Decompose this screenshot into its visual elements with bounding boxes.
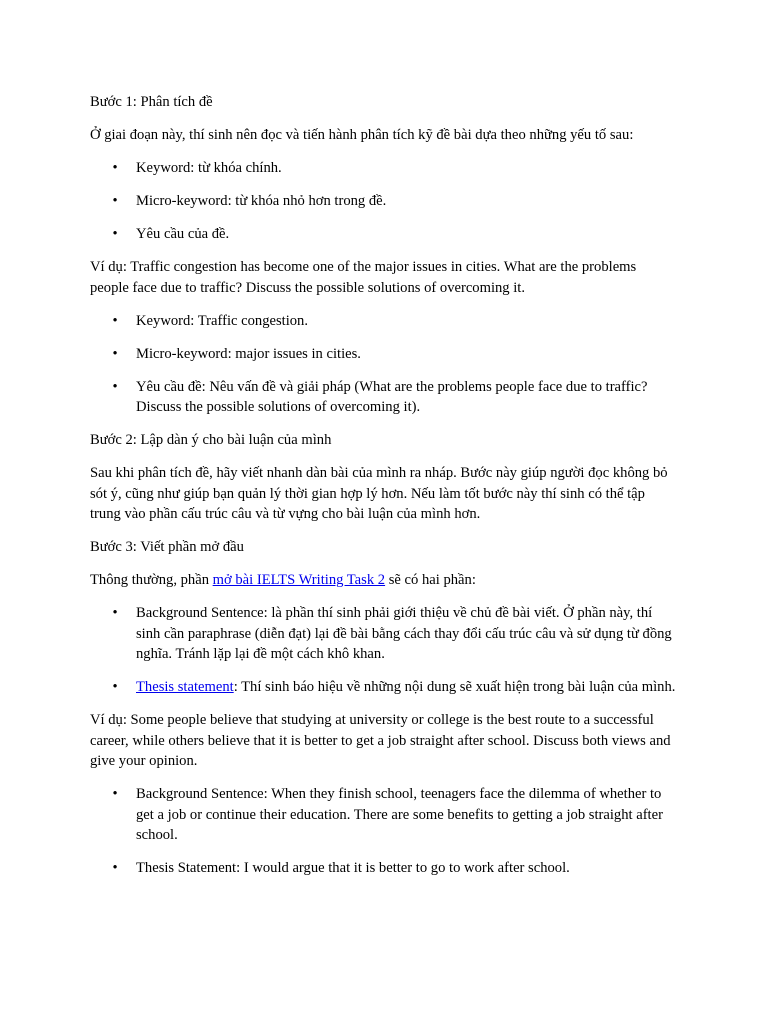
list-item <box>90 377 678 418</box>
intro-writing-task2-link[interactable]: mở bài IELTS Writing Task 2 <box>212 572 386 588</box>
list-item <box>90 344 678 365</box>
step3-example-list <box>90 784 678 879</box>
list-item-text: Background Sentence: When they finish school, teenagers face the dilemma of whether to get a job or continue their education. There are some benefits to getting a job straight after school. <box>136 786 663 843</box>
step1-list <box>90 158 678 245</box>
step3-intro-text: Thông thường, phần <box>90 572 213 588</box>
list-item-text: Yêu cầu đề: Nêu vấn đề và giải pháp (What are the problems people face due to traffic? Discuss the possible solutions of overcoming it). <box>136 378 648 415</box>
list-item-text: Keyword: Traffic congestion. <box>136 312 308 329</box>
list-item-text: Background Sentence: là phần thí sinh phải giới thiệu về chủ đề bài viết. Ở phần này, thí sinh cần paraphrase (diễn đạt) lại đề bài bằng cách thay đổi cấu trúc câu và sử dụng từ đồng nghĩa. Tránh lặp lại đề một cách khô khan. <box>136 605 672 662</box>
list-item-text: Yêu cầu của đề. <box>136 226 230 242</box>
list-item-text: : Thí sinh báo hiệu về những nội dung sẽ xuất hiện trong bài luận của mình. <box>233 679 676 695</box>
bullet-icon: • <box>112 860 118 876</box>
bullet-icon: • <box>112 605 118 621</box>
list-item <box>90 677 678 698</box>
step2-heading: Bước 2: Lập dàn ý cho bài luận của mình <box>90 432 332 448</box>
list-item <box>90 158 678 179</box>
list-item <box>90 311 678 332</box>
list-item-text: Thesis Statement: I would argue that it is better to go to work after school. <box>136 860 570 876</box>
step1-heading: Bước 1: Phân tích đề <box>90 94 213 110</box>
list-item <box>90 224 678 245</box>
bullet-icon: • <box>112 160 118 176</box>
bullet-icon: • <box>112 312 118 329</box>
step1-example-list <box>90 311 678 418</box>
thesis-statement-link[interactable]: Thesis statement <box>136 679 234 695</box>
step2-body: Sau khi phân tích đề, hãy viết nhanh dàn bài của mình ra nháp. Bước này giúp người đọc không bỏ sót ý, cũng như giúp bạn quản lý thời gian hợp lý hơn. Nếu làm tốt bước này thí sinh có thể tập trung vào phần cấu trúc câu và từ vựng cho bài luận của mình hơn. <box>90 465 668 522</box>
list-item-text: Keyword: từ khóa chính. <box>136 160 282 176</box>
step3-intro <box>90 570 678 591</box>
list-item <box>90 858 678 879</box>
list-item-text: Micro-keyword: major issues in cities. <box>136 345 361 362</box>
bullet-icon: • <box>112 679 118 695</box>
step3-list <box>90 603 678 698</box>
bullet-icon: • <box>112 786 118 802</box>
step1-example: Ví dụ: Traffic congestion has become one of the major issues in cities. What are the problems people face due to traffic? Discuss the possible solutions of overcoming it. <box>90 259 637 296</box>
step3-example: Ví dụ: Some people believe that studying at university or college is the best route to a successful career, while others believe that it is better to get a job straight after school. Discuss both views and give your opinion. <box>90 712 671 769</box>
list-item <box>90 191 678 212</box>
step3-intro-text-end: sẽ có hai phần: <box>385 572 476 588</box>
bullet-icon: • <box>112 378 118 395</box>
list-item <box>90 784 678 846</box>
bullet-icon: • <box>112 193 118 209</box>
step3-heading: Bước 3: Viết phần mở đầu <box>90 539 244 555</box>
step1-intro: Ở giai đoạn này, thí sinh nên đọc và tiến hành phân tích kỹ đề bài dựa theo những yếu tố sau: <box>90 127 634 143</box>
bullet-icon: • <box>112 226 118 242</box>
list-item-text: Micro-keyword: từ khóa nhỏ hơn trong đề. <box>136 193 387 209</box>
list-item <box>90 603 678 665</box>
bullet-icon: • <box>112 345 118 362</box>
